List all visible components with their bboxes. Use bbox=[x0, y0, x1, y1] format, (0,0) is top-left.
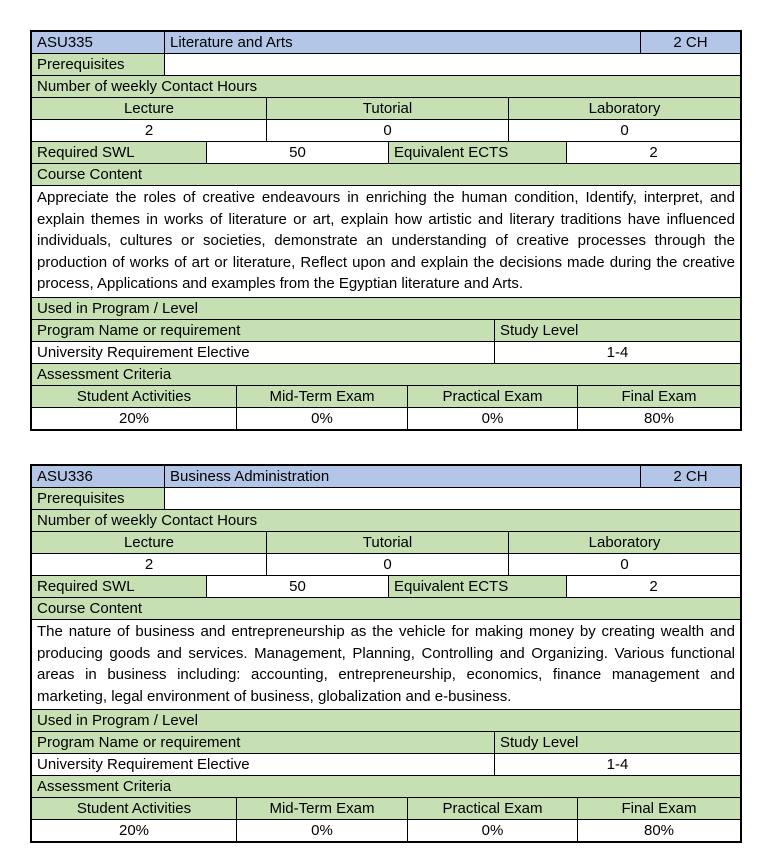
student-activities-header-cell: Student Activities bbox=[32, 798, 236, 819]
study-level-value-cell: 1-4 bbox=[494, 754, 740, 775]
course-content-header-cell: Course Content bbox=[32, 598, 740, 619]
student-activities-value-cell: 20% bbox=[118, 822, 150, 840]
laboratory-header-cell: Laboratory bbox=[508, 98, 740, 119]
course-header-row bbox=[32, 466, 740, 487]
course-code-cell: ASU336 bbox=[32, 466, 164, 487]
required-swl-label-cell: Required SWL bbox=[32, 142, 206, 163]
laboratory-header-cell: Laboratory bbox=[508, 532, 740, 553]
practical-exam-header-cell: Practical Exam bbox=[407, 798, 577, 819]
prerequisites-row bbox=[32, 487, 740, 509]
swl-ects-row bbox=[32, 141, 740, 163]
credit-hours-cell: 2 CH bbox=[640, 32, 740, 53]
mid-term-exam-header-cell: Mid-Term Exam bbox=[236, 386, 407, 407]
contact-hours-header-row bbox=[32, 75, 740, 97]
course-code-cell: ASU335 bbox=[32, 32, 164, 53]
laboratory-value-cell: 0 bbox=[508, 120, 740, 141]
study-level-label-cell: Study Level bbox=[494, 320, 740, 341]
swl-ects-row bbox=[32, 575, 740, 597]
program-labels-row bbox=[32, 319, 740, 341]
prerequisites-value-cell bbox=[164, 54, 740, 75]
contact-hours-labels-row bbox=[32, 531, 740, 553]
lecture-value-cell: 2 bbox=[144, 555, 154, 573]
contact-hours-labels-row bbox=[32, 97, 740, 119]
tutorial-value-cell: 0 bbox=[266, 554, 508, 575]
prerequisites-value-cell bbox=[164, 488, 740, 509]
program-values-row bbox=[32, 341, 740, 363]
practical-exam-header-cell: Practical Exam bbox=[407, 386, 577, 407]
lecture-value-cell: 2 bbox=[144, 122, 154, 139]
used-in-program-row bbox=[32, 297, 740, 319]
contact-hours-header-row bbox=[32, 509, 740, 531]
prerequisites-label-cell: Prerequisites bbox=[32, 488, 164, 509]
lecture-header-cell: Lecture bbox=[32, 532, 266, 553]
course-title-cell: Business Administration bbox=[164, 466, 640, 487]
required-swl-value-cell: 50 bbox=[206, 576, 388, 597]
equivalent-ects-value-cell: 2 bbox=[566, 142, 740, 163]
course-content-header-cell: Course Content bbox=[32, 164, 740, 185]
program-name-value-cell: University Requirement Elective bbox=[37, 343, 250, 361]
course-content-header-row bbox=[32, 163, 740, 185]
course-content-row bbox=[32, 619, 740, 709]
laboratory-value-cell: 0 bbox=[508, 554, 740, 575]
mid-term-exam-header-cell: Mid-Term Exam bbox=[236, 798, 407, 819]
assessment-values-row bbox=[32, 819, 740, 841]
assessment-labels-row bbox=[32, 797, 740, 819]
required-swl-value-cell: 50 bbox=[206, 142, 388, 163]
used-in-program-row bbox=[32, 709, 740, 731]
program-name-label-cell: Program Name or requirement bbox=[32, 320, 494, 341]
course-table-asu335 bbox=[30, 30, 742, 431]
mid-term-exam-value-cell: 0% bbox=[236, 408, 407, 429]
mid-term-exam-value-cell: 0% bbox=[236, 820, 407, 841]
equivalent-ects-value-cell: 2 bbox=[566, 576, 740, 597]
final-exam-header-cell: Final Exam bbox=[577, 386, 740, 407]
contact-hours-values-row bbox=[32, 553, 740, 575]
course-content-row bbox=[32, 185, 740, 297]
course-content-header-row bbox=[32, 597, 740, 619]
contact-hours-header-cell: Number of weekly Contact Hours bbox=[32, 76, 740, 97]
contact-hours-header-cell: Number of weekly Contact Hours bbox=[32, 510, 740, 531]
study-level-value-cell: 1-4 bbox=[494, 342, 740, 363]
equivalent-ects-label-cell: Equivalent ECTS bbox=[388, 576, 566, 597]
used-in-program-header-cell: Used in Program / Level bbox=[32, 298, 740, 319]
credit-hours-cell: 2 CH bbox=[640, 466, 740, 487]
assessment-criteria-header-cell: Assessment Criteria bbox=[32, 776, 740, 797]
assessment-header-row bbox=[32, 775, 740, 797]
course-table-asu336 bbox=[30, 464, 742, 843]
contact-hours-values-row bbox=[32, 119, 740, 141]
tutorial-value-cell: 0 bbox=[266, 120, 508, 141]
used-in-program-header-cell: Used in Program / Level bbox=[32, 710, 740, 731]
course-title-cell: Literature and Arts bbox=[164, 32, 640, 53]
course-content-text: The nature of business and entrepreneurship as the vehicle for making money by creating wealth and producing goods and services. Management, Planning, Controlling and Organizing. Various functional areas in business including: accounting, entrepreneurship, economics, finance management and marketing, legal environment of business, globalization and e-business. bbox=[37, 622, 735, 705]
course-content-text: Appreciate the roles of creative endeavours in enriching the human condition, Identify, interpret, and explain themes in works of literature or art, explain how artistic and literary traditions have influenced individuals, cultures or societies, demonstrate an understanding of creative processes through the production of works of art or literature, Reflect upon and explain the decisions made during the creative process, Applications and examples from the Egyptian literature and Arts. bbox=[37, 189, 735, 293]
course-header-row bbox=[32, 32, 740, 53]
lecture-header-cell: Lecture bbox=[32, 98, 266, 119]
assessment-values-row bbox=[32, 407, 740, 429]
program-name-label-cell: Program Name or requirement bbox=[32, 732, 494, 753]
program-name-value-cell: University Requirement Elective bbox=[37, 756, 250, 774]
student-activities-value-cell: 20% bbox=[118, 409, 150, 427]
equivalent-ects-label-cell: Equivalent ECTS bbox=[388, 142, 566, 163]
tutorial-header-cell: Tutorial bbox=[266, 98, 508, 119]
assessment-labels-row bbox=[32, 385, 740, 407]
study-level-label-cell: Study Level bbox=[494, 732, 740, 753]
practical-exam-value-cell: 0% bbox=[407, 408, 577, 429]
prerequisites-label-cell: Prerequisites bbox=[32, 54, 164, 75]
prerequisites-row bbox=[32, 53, 740, 75]
final-exam-value-cell: 80% bbox=[577, 408, 740, 429]
assessment-header-row bbox=[32, 363, 740, 385]
required-swl-label-cell: Required SWL bbox=[32, 576, 206, 597]
assessment-criteria-header-cell: Assessment Criteria bbox=[32, 364, 740, 385]
program-labels-row bbox=[32, 731, 740, 753]
student-activities-header-cell: Student Activities bbox=[32, 386, 236, 407]
tutorial-header-cell: Tutorial bbox=[266, 532, 508, 553]
program-values-row bbox=[32, 753, 740, 775]
practical-exam-value-cell: 0% bbox=[407, 820, 577, 841]
final-exam-header-cell: Final Exam bbox=[577, 798, 740, 819]
final-exam-value-cell: 80% bbox=[577, 820, 740, 841]
